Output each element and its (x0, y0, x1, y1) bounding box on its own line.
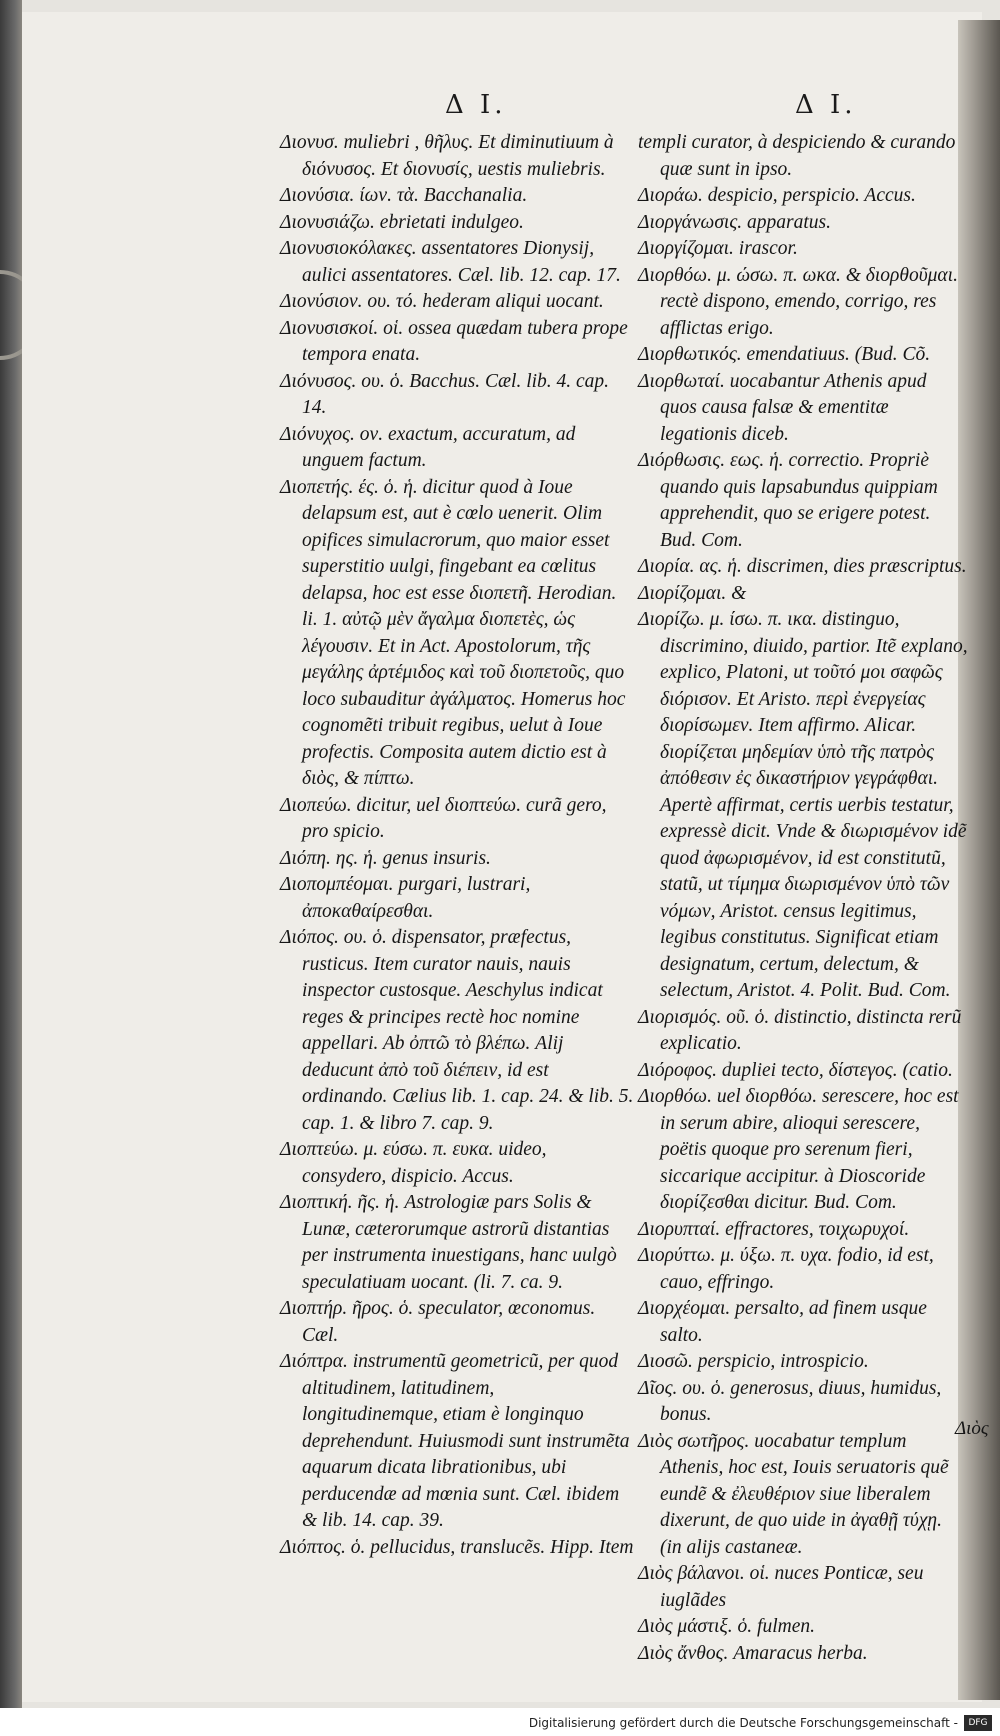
dictionary-entry: Διορθωταί. uocabantur Athenis apud quos causa falsæ & ementitæ legationis diceb. (638, 370, 927, 445)
dictionary-entry: Διονυσιοκόλακες. assentatores Dionysij, aulici assentatores. Cæl. lib. 12. cap. 17. (280, 238, 621, 286)
dictionary-entry: Διορθόω. uel διορθόω. serescere, hoc est in serum abire, alioqui serescere, poëtis quoque pro serenum fieri, siccarique accipitur. à Dioscoride διορίζεσθαι dicitur. Bud. Com. (638, 1086, 959, 1213)
running-header-left: Δ I. (445, 90, 507, 120)
dictionary-entry: Διοπεύω. dicitur, uel διοπτεύω. curã gero, pro spicio. (280, 794, 607, 842)
dictionary-entry: Διόνυχος. ον. exactum, accuratum, ad unguem factum. (280, 423, 576, 471)
dictionary-entry: Διόνυσος. ου. ὁ. Bacchus. Cæl. lib. 4. cap. 14. (280, 370, 610, 418)
dictionary-entry: Διοργίζομαι. irascor. (638, 238, 798, 259)
dictionary-entry: Διοπτική. ῆς. ἡ. Astrologiæ pars Solis & Lunæ, cæterorumque astrorũ distantias per instrumenta inuestigans, hanc uulgò speculatiuam uocant. (li. 7. ca. 9. (280, 1192, 617, 1293)
dictionary-entry: Διορύττω. μ. ύξω. π. υχα. fodio, id est, cauo, effringo. (638, 1245, 934, 1293)
dictionary-entry: Διορχέομαι. persalto, ad finem usque salto. (638, 1298, 927, 1346)
dictionary-entry: Διοπετής. ές. ὁ. ἡ. dicitur quod à Ioue delapsum est, aut è cœlo uenerit. Olim opifices simulacrorum, quo maior esset superstitio uulgi, fingebant ea cœlitus delapsa, hoc est esse διοπετῆ. Herodian. li. 1. αὐτῷ μὲν ἄγαλμα διοπετὲς, ὡς λέγουσιν. Et in Act. Apostolorum, τῆς μεγάλης ἀρτέμιδος καὶ τοῦ διοπετοῦς, quo loco subauditur ἀγάλματος. Homerus hoc cognomẽti tribuit regibus, uelut à Ioue profectis. Composita autem dictio est à διὸς, & πίπτω. (280, 476, 626, 789)
left-column (280, 130, 635, 1561)
digitization-footer (0, 1708, 1000, 1736)
dictionary-entry: Δῖος. ου. ὁ. generosus, diuus, humidus, bonus. (638, 1377, 942, 1425)
dictionary-entry: Διονυσιάζω. ebrietati indulgeo. (280, 211, 524, 233)
dictionary-entry: Διὸς ἄνθος. Amaracus herba. (638, 1642, 868, 1664)
dictionary-entry: Διὸς μάστιξ. ὁ. fulmen. (638, 1616, 815, 1637)
dictionary-entry: Διοπτήρ. ῆρος. ὁ. speculator, œconomus. Cæl. (280, 1298, 596, 1346)
dictionary-entry: Διοπομπέομαι. purgari, lustrari, ἀποκαθαίρεσθαι. (280, 874, 531, 922)
dictionary-entry: Διορισμός. οῦ. ὁ. distinctio, distincta rerũ explicatio. (638, 1006, 962, 1054)
dictionary-entry: Διορθόω. μ. ώσω. π. ωκα. & διορθοῦμαι. rectè dispono, emendo, corrigo, res afflictas erigo. (638, 264, 958, 339)
running-header-right: Δ I. (795, 90, 857, 120)
dictionary-entry: Διόπη. ης. ἡ. genus insuris. (280, 847, 491, 869)
dfg-logo[interactable]: DFG (964, 1715, 992, 1731)
dictionary-entry: Διοργάνωσις. apparatus. (638, 211, 831, 233)
footer-credit: Digitalisierung gefördert durch die Deutsche Forschungsgemeinschaft - (528, 1716, 958, 1730)
dictionary-entry: Διονύσια. ίων. τὰ. Bacchanalia. (280, 185, 528, 206)
dictionary-entry: Διὸς βάλανοι. οἱ. nuces Ponticæ, seu iuglãdes (638, 1563, 924, 1611)
dictionary-entry: Διόρθωσις. εως. ἡ. correctio. Propriè quando quis lapsabundus quippiam apprehendit, quo se erigere potest. Bud. Com. (638, 450, 938, 551)
dictionary-entry: Διονύσιον. ου. τό. hederam aliqui uocant. (280, 291, 604, 312)
dictionary-entry: Διόπτος. ὁ. pellucidus, translucẽs. Hipp. Item (280, 1536, 634, 1558)
dictionary-entry: Διοσῶ. perspicio, introspicio. (638, 1351, 869, 1372)
dictionary-entry: Διορυπταί. effractores, τοιχωρυχοί. (638, 1218, 910, 1240)
dictionary-entry: Διορθωτικός. emendatiuus. (Bud. Cõ. (638, 344, 931, 365)
dictionary-entry: Διόροφος. dupliei tecto, δίστεγος. (catio. (638, 1059, 953, 1081)
dictionary-entry: Διοράω. despicio, perspicio. Accus. (638, 185, 916, 206)
dictionary-entry: Διορίζω. μ. ίσω. π. ικα. distinguo, discrimino, diuido, partior. Itẽ explano, explico, Platoni, ut τοῦτό μοι σαφῶς διόρισον. Et Aristo. περὶ ἐνεργείας διορίσωμεν. Item affirmo. Alicar. διορίζεται μηδεμίαν ὑπὸ τῆς πατρὸς ἀπόθεσιν ἐς δικαστήριον γεγράφθαι. Apertè affirmat, certis uerbis testatur, expressè dicit. Vnde & διωρισμένον idẽ quod ἀφωρισμένον, id est constitutũ, statũ, ut τίμημα διωρισμένον ὑπὸ τῶν νόμων, Aristot. census legitimus, legibus constitutus. Significat etiam designatum, certum, delectum, & selectum, Aristot. 4. Polit. Bud. Com. (638, 609, 968, 1001)
book-binding (0, 0, 22, 1736)
dictionary-entry: Διονυσισκοί. οἱ. ossea quædam tubera prope tempora enata. (280, 317, 628, 365)
dictionary-entry: Διόπτρα. instrumentũ geometricũ, per quod altitudinem, latitudinem, longitudinemque, etiam è longinquo deprehendunt. Huiusmodi sunt instrumẽta aquarum dicata librationibus, ubi perducendæ ad mœnia sunt. Cæl. ibidem & lib. 14. cap. 39. (280, 1351, 630, 1531)
dictionary-entry: Διορία. ας. ἡ. discrimen, dies præscriptus. (638, 556, 967, 577)
dictionary-entry: Διὸς σωτῆρος. uocabatur templum Athenis, hoc est, Iouis seruatoris quẽ eundẽ & ἐλευθέριον siue liberalem dixerunt, de quo uide in ἀγαθῇ τύχῃ. (in alijs castaneæ. (638, 1430, 949, 1558)
dictionary-entry: Διονυσ. muliebri , θῆλυς. Et diminutiuum à διόνυσος. Et διονυσίς, uestis muliebris. (280, 132, 614, 180)
dictionary-entry: Διόπος. ου. ὁ. dispensator, præfectus, rusticus. Item curator nauis, nauis inspector custosque. Aeschylus indicat reges & principes rectè hoc nomine appellari. Ab ὀπτῶ τὸ βλέπω. Alij deducunt ἀπὸ τοῦ διέπειν, id est ordinando. Cælius lib. 1. cap. 24. & lib. 5. cap. 1. & libro 7. cap. 9. (280, 927, 634, 1134)
dictionary-entry: Διοπτεύω. μ. εύσω. π. ευκα. uideo, consydero, dispicio. Accus. (280, 1139, 547, 1187)
dictionary-entry: templi curator, à despiciendo & curando quæ sunt in ipso. (638, 132, 956, 180)
dictionary-entry: Διορίζομαι. & (638, 582, 747, 604)
catchword: Διὸς (955, 1418, 989, 1439)
right-column (638, 130, 968, 1667)
